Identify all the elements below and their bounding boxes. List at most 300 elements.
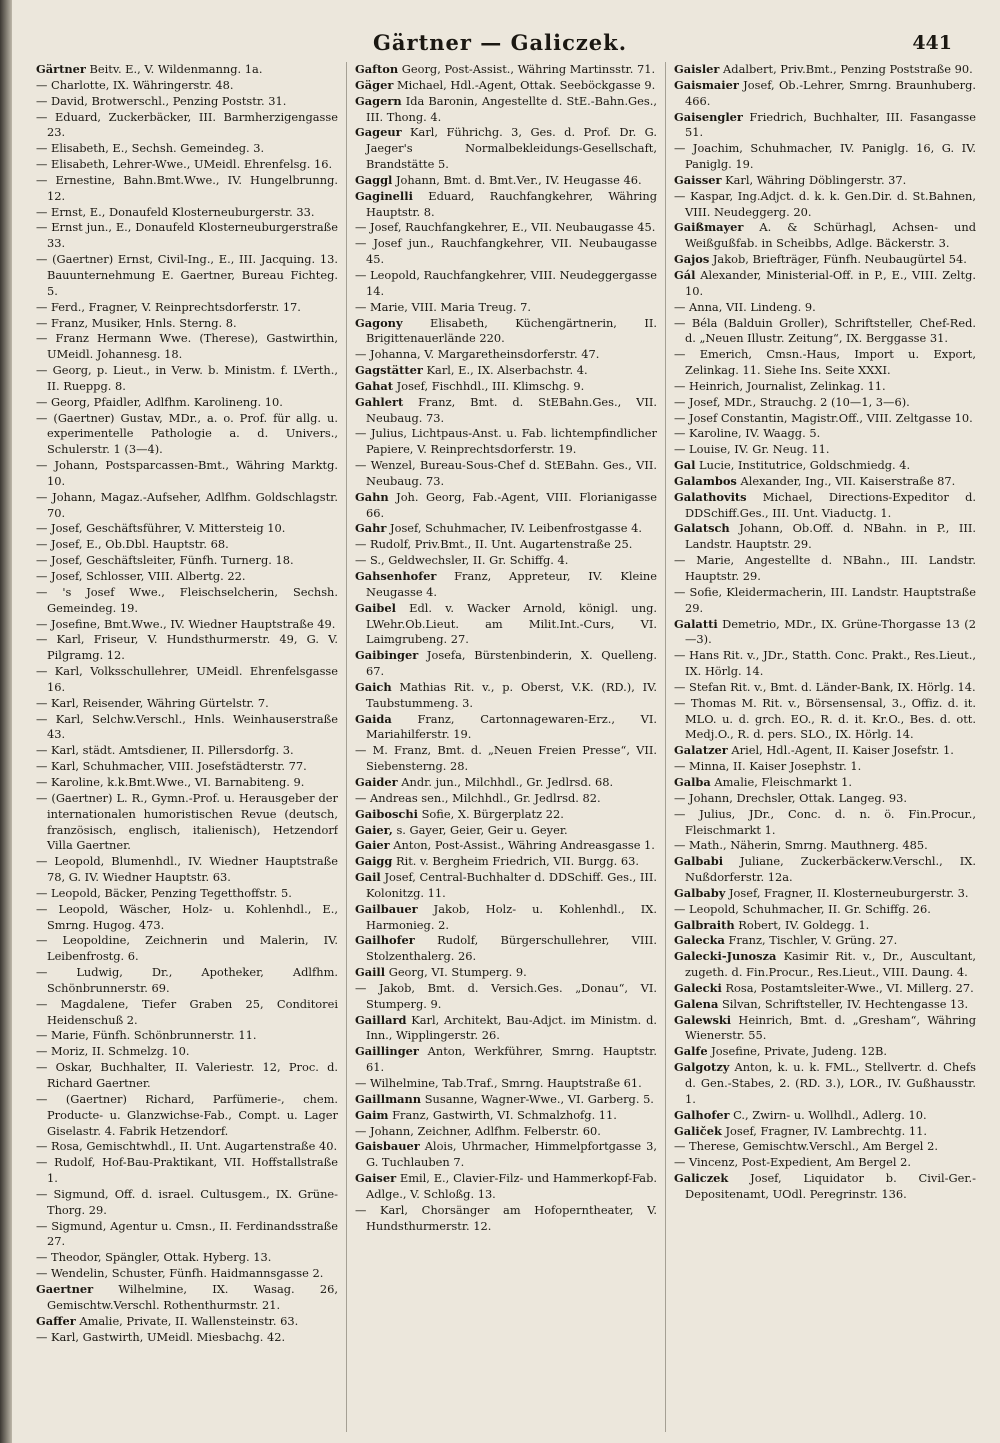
entry-surname: Gaisler: [674, 62, 720, 76]
entry-surname: Gaffer: [36, 1313, 76, 1328]
entry-surname: Gageur: [355, 125, 402, 140]
directory-entry: [674, 1139, 976, 1155]
directory-entry: [674, 902, 976, 918]
entry-details: Edl. v. Wacker Arnold, königl. ung. LWehr.Ob.Lieut. am Milit.Int.-Curs, VI. Laimgrubeng. 27.: [366, 600, 657, 647]
entry-details: — Josefine, Bmt.Wwe., IV. Wiedner Hauptstraße 49.: [36, 616, 336, 631]
directory-entry: [674, 918, 976, 934]
entry-surname: Gaida: [355, 711, 392, 726]
entry-surname: Galena: [674, 996, 719, 1011]
directory-entry: [36, 537, 338, 553]
entry-details: Rudolf, Bürgerschullehrer, VIII. Stolzenthalerg. 26.: [366, 933, 657, 964]
entry-details: Josef, Fragner, IV. Lambrechtg. 11.: [721, 1123, 928, 1138]
entry-surname: Gailhofer: [355, 933, 415, 948]
directory-entry: [36, 965, 338, 997]
directory-entry: [674, 189, 976, 221]
entry-surname: Galewski: [674, 1012, 732, 1027]
entry-details: Michael, Directions-Expeditor d. DDSchiff.Ges., III. Unt. Viaductg. 1.: [685, 489, 976, 520]
entry-details: Anton, Post-Assist., Währing Andreasgasse 1.: [389, 838, 655, 853]
entry-details: Amalie, Private, II. Wallensteinstr. 63.: [75, 1313, 299, 1328]
directory-entry: [674, 743, 976, 759]
entry-surname: Gal: [674, 458, 696, 473]
entry-details: — Joachim, Schuhmacher, IV. Paniglg. 16, G. IV. Paniglg. 19.: [674, 141, 976, 172]
entry-columns: [36, 62, 976, 1432]
entry-surname: Gail: [355, 870, 381, 885]
entry-details: Jakob, Briefträger, Fünfh. Neubaugürtel 54.: [709, 252, 967, 267]
directory-entry: [355, 300, 657, 316]
directory-entry: [355, 965, 657, 981]
directory-entry: [674, 696, 976, 744]
directory-entry: [355, 854, 657, 870]
directory-entry: [674, 521, 976, 553]
directory-entry: [355, 347, 657, 363]
entry-details: — David, Brotwerschl., Penzing Poststr. 31.: [36, 93, 287, 108]
entry-details: — Sigmund, Off. d. israel. Cultusgem., IX. Grüne-Thorg. 29.: [36, 1186, 338, 1217]
directory-entry: [355, 870, 657, 902]
entry-surname: Gaider: [355, 774, 398, 789]
entry-surname: Galgotzy: [674, 1060, 730, 1075]
entry-details: — Therese, Gemischtw.Verschl., Am Bergel 2.: [674, 1139, 938, 1154]
entry-details: — Karl, Chorsänger am Hofoperntheater, V. Hundsthurmerstr. 12.: [355, 1202, 657, 1233]
directory-entry: [36, 411, 338, 459]
entry-details: — Leopold, Bäcker, Penzing Tegetthoffstr. 5.: [36, 885, 292, 900]
directory-entry: [36, 997, 338, 1029]
directory-entry: [674, 648, 976, 680]
entry-surname: Gaill: [355, 965, 386, 980]
directory-entry: [355, 743, 657, 775]
directory-entry: [674, 553, 976, 585]
entry-details: Karl, E., IX. Alserbachstr. 4.: [422, 363, 588, 378]
directory-entry: [674, 1060, 976, 1108]
directory-entry: [355, 316, 657, 348]
entry-details: — Josef, MDr., Strauchg. 2 (10—1, 3—6).: [674, 394, 910, 409]
directory-entry: [36, 1060, 338, 1092]
entry-details: Josefine, Private, Judeng. 12B.: [707, 1044, 887, 1059]
directory-entry: [674, 316, 976, 348]
directory-entry: [36, 1155, 338, 1187]
entry-surname: Gaisser: [674, 172, 722, 187]
entry-details: — S., Geldwechsler, II. Gr. Schiffg. 4.: [355, 553, 569, 568]
entry-details: — (Gaertner) Gustav, MDr., a. o. Prof. für allg. u. experimentelle Pathologie a. d. Univers., Schulerstr. 1 (3—4).: [36, 410, 338, 457]
entry-details: Silvan, Schriftsteller, IV. Hechtengasse 13.: [718, 996, 969, 1011]
entry-details: — M. Franz, Bmt. d. „Neuen Freien Presse“, VII. Siebensterng. 28.: [355, 743, 657, 774]
entry-details: Joh. Georg, Fab.-Agent, VIII. Florianigasse 66.: [366, 489, 657, 520]
directory-entry: [36, 458, 338, 490]
entry-details: Alexander, Ministerial-Off. in P., E., VIII. Zeltg. 10.: [685, 267, 976, 298]
entry-details: Josef, Fragner, II. Klosterneuburgerstr. 3.: [725, 885, 969, 900]
entry-details: Alois, Uhrmacher, Himmelpfortgasse 3, G. Tuchlauben 7.: [366, 1139, 657, 1170]
directory-entry: [36, 1330, 338, 1346]
directory-entry: [355, 712, 657, 744]
entry-details: — Kaspar, Ing.Adjct. d. k. k. Gen.Dir. d. St.Bahnen, VIII. Neudeggerg. 20.: [674, 188, 976, 219]
entry-surname: Gaertner: [36, 1281, 94, 1296]
entry-details: — Eduard, Zuckerbäcker, III. Barmherzigengasse 23.: [36, 109, 338, 140]
directory-entry: [355, 379, 657, 395]
directory-entry: [355, 791, 657, 807]
entry-details: Eduard, Rauchfangkehrer, Währing Hauptstr. 8.: [366, 188, 657, 219]
entry-surname: Gál: [674, 267, 696, 282]
directory-entry: [355, 775, 657, 791]
entry-details: Wilhelmine, IX. Wasag. 26, Gemischtw.Verschl. Rothenthurmstr. 21.: [47, 1281, 338, 1312]
entry-surname: Gaillmann: [355, 1091, 422, 1106]
directory-entry: [36, 316, 338, 332]
directory-entry: [36, 1139, 338, 1155]
page-number: 441: [912, 32, 952, 54]
directory-entry: [355, 569, 657, 601]
page-title: Gärtner — Galiczek.: [372, 30, 628, 55]
entry-details: — Josef, E., Ob.Dbl. Hauptstr. 68.: [36, 537, 229, 552]
entry-surname: Galecka: [674, 933, 725, 948]
entry-details: — Josef, Schlosser, VIII. Albertg. 22.: [36, 569, 246, 583]
entry-details: Ida Baronin, Angestellte d. StE.-Bahn.Ges., III. Thong. 4.: [366, 93, 657, 124]
directory-entry: [355, 1139, 657, 1171]
directory-entry: [674, 791, 976, 807]
directory-entry: [36, 300, 338, 316]
entry-details: — (Gaertner) L. R., Gymn.-Prof. u. Herausgeber der internationalen humoristischen Revue (deutsch, französisch, englisch, italienisch), Hetzendorf Villa Gaertner.: [36, 790, 338, 853]
entry-surname: Gaigg: [355, 854, 393, 869]
entry-surname: Gaillard: [355, 1012, 407, 1027]
directory-entry: [355, 78, 657, 94]
entry-details: — Magdalene, Tiefer Graben 25, Conditorei Heidenschuß 2.: [36, 996, 338, 1027]
directory-entry: [36, 632, 338, 664]
entry-surname: Gahn: [355, 489, 389, 504]
directory-entry: [36, 220, 338, 252]
entry-surname: Galbraith: [674, 917, 735, 932]
directory-entry: [355, 173, 657, 189]
entry-details: — (Gaertner) Richard, Parfümerie-, chem. Producte- u. Glanzwichse-Fab., Compt. u. Lager Giselastr. 4. Fabrik Hetzendorf.: [36, 1091, 338, 1138]
entry-surname: Galatsch: [674, 521, 730, 536]
directory-entry: [355, 1171, 657, 1203]
entry-details: Michael, Hdl.-Agent, Ottak. Seeböckgasse 9.: [393, 77, 656, 92]
entry-details: — Emerich, Cmsn.-Haus, Import u. Export, Zelinkag. 11. Siehe Ins. Seite XXXI.: [674, 347, 976, 378]
column-divider: [665, 62, 666, 1432]
entry-details: — Karl, Selchw.Verschl., Hnls. Weinhauserstraße 43.: [36, 711, 338, 742]
directory-entry: [355, 1124, 657, 1140]
directory-entry: [355, 933, 657, 965]
entry-details: Jakob, Holz- u. Kohlenhdl., IX. Harmonieg. 2.: [366, 901, 657, 932]
directory-entry: [674, 775, 976, 791]
entry-details: — Georg, p. Lieut., in Verw. b. Ministm. f. LVerth., II. Rueppg. 8.: [36, 363, 338, 393]
entry-details: — (Gaertner) Ernst, Civil-Ing., E., III. Jacquing. 13. Bauunternehmung E. Gaertner, Bureau Fichteg. 5.: [36, 252, 338, 298]
directory-entry: [36, 1266, 338, 1282]
entry-surname: Galecki: [674, 980, 722, 995]
directory-entry: [674, 1013, 976, 1045]
directory-entry: [674, 1124, 976, 1140]
directory-entry: [355, 601, 657, 649]
directory-entry: [36, 62, 338, 78]
directory-entry: [674, 347, 976, 379]
entry-surname: Galecki-Junosza: [674, 949, 777, 964]
entry-details: Karl, Führichg. 3, Ges. d. Prof. Dr. G. Jaeger's Normalbekleidungs-Gesellschaft, Brandstätte 5.: [366, 125, 657, 172]
column-3: [674, 62, 976, 1432]
directory-entry: [36, 1044, 338, 1060]
directory-entry: [674, 1155, 976, 1171]
directory-entry: [36, 331, 338, 363]
entry-details: — Josef, Rauchfangkehrer, E., VII. Neubaugasse 45.: [355, 220, 656, 235]
directory-entry: [36, 157, 338, 173]
entry-details: — Wilhelmine, Tab.Traf., Smrng. Hauptstraße 61.: [355, 1076, 642, 1090]
entry-details: — Karl, städt. Amtsdiener, II. Pillersdorfg. 3.: [36, 743, 294, 758]
entry-details: Johann, Bmt. d. Bmt.Ver., IV. Heugasse 46.: [392, 172, 642, 187]
entry-details: — Leopoldine, Zeichnerin und Malerin, IV. Leibenfrostg. 6.: [36, 933, 338, 964]
entry-details: Emil, E., Clavier-Filz- und Hammerkopf-Fab. Adlge., V. Schloßg. 13.: [366, 1171, 657, 1201]
directory-entry: [674, 617, 976, 649]
directory-entry: [674, 949, 976, 981]
directory-entry: [355, 125, 657, 173]
entry-details: s. Gayer, Geier, Geir u. Geyer.: [392, 822, 568, 837]
directory-entry: [674, 300, 976, 316]
directory-entry: [674, 1171, 976, 1203]
entry-surname: Galatzer: [674, 743, 728, 758]
entry-details: Georg, Post-Assist., Währing Martinsstr. 71.: [398, 62, 656, 76]
entry-details: Franz, Appreteur, IV. Kleine Neugasse 4.: [366, 569, 657, 599]
entry-surname: Gaillinger: [355, 1044, 419, 1059]
entry-details: — 's Josef Wwe., Fleischselcherin, Sechsh. Gemeindeg. 19.: [36, 584, 338, 615]
directory-entry: [355, 807, 657, 823]
entry-details: — Leopold, Schuhmacher, II. Gr. Schiffg. 26.: [674, 901, 931, 916]
directory-entry: [674, 442, 976, 458]
entry-details: — Josef Constantin, Magistr.Off., VIII. Zeltgasse 10.: [674, 410, 973, 425]
entry-details: — Karl, Volksschullehrer, UMeidl. Ehrenfelsgasse 16.: [36, 664, 338, 694]
column-1: [36, 62, 338, 1432]
directory-entry: [674, 379, 976, 395]
entry-details: — Rosa, Gemischtwhdl., II. Unt. Augartenstraße 40.: [36, 1139, 338, 1154]
directory-entry: [36, 933, 338, 965]
directory-entry: [674, 838, 976, 854]
directory-entry: [355, 838, 657, 854]
entry-details: — Theodor, Spängler, Ottak. Hyberg. 13.: [36, 1250, 272, 1265]
entry-surname: Gaiboschi: [355, 806, 418, 821]
entry-details: — Ernst, E., Donaufeld Klosterneuburgerstr. 33.: [36, 204, 315, 219]
directory-entry: [355, 680, 657, 712]
entry-details: — Rudolf, Priv.Bmt., II. Unt. Augartenstraße 25.: [355, 537, 633, 552]
entry-surname: Gahsenhofer: [355, 569, 437, 583]
entry-details: Juliane, Zuckerbäckerw.Verschl., IX. Nußdorferstr. 12a.: [685, 854, 976, 885]
entry-surname: Gajos: [674, 252, 710, 267]
entry-details: — Sigmund, Agentur u. Cmsn., II. Ferdinandsstraße 27.: [36, 1218, 338, 1249]
directory-entry: [355, 1044, 657, 1076]
directory-entry: [355, 268, 657, 300]
directory-entry: [355, 537, 657, 553]
entry-details: Karl, Architekt, Bau-Adjct. im Ministm. d. Inn., Wipplingerstr. 26.: [366, 1012, 657, 1043]
entry-details: Josef, Ob.-Lehrer, Smrng. Braunhuberg. 466.: [685, 77, 976, 108]
entry-surname: Gaibel: [355, 600, 396, 615]
directory-entry: [36, 1314, 338, 1330]
entry-details: — Hans Rit. v., JDr., Statth. Conc. Prakt., Res.Lieut., IX. Hörlg. 14.: [674, 648, 976, 679]
directory-entry: [36, 490, 338, 522]
entry-details: — Wenzel, Bureau-Sous-Chef d. StEBahn. Ges., VII. Neubaug. 73.: [355, 458, 657, 488]
entry-details: Georg, VI. Stumperg. 9.: [385, 965, 527, 980]
entry-surname: Gaier,: [355, 822, 393, 837]
entry-details: — Josef, Geschäftsführer, V. Mittersteig 10.: [36, 521, 286, 536]
entry-details: Josef, Schuhmacher, IV. Leibenfrostgasse 4.: [386, 521, 642, 536]
entry-details: — Marie, Fünfh. Schönbrunnerstr. 11.: [36, 1028, 257, 1043]
directory-entry: [36, 1282, 338, 1314]
entry-surname: Gaismaier: [674, 77, 739, 92]
directory-entry: [36, 664, 338, 696]
entry-surname: Gäger: [355, 77, 394, 92]
entry-details: — Rudolf, Hof-Bau-Praktikant, VII. Hoffstallstraße 1.: [36, 1155, 338, 1186]
directory-entry: [36, 173, 338, 205]
entry-details: Ariel, Hdl.-Agent, II. Kaiser Josefstr. 1.: [727, 743, 954, 758]
directory-entry: [674, 854, 976, 886]
entry-surname: Gagstätter: [355, 363, 423, 378]
directory-entry: [674, 173, 976, 189]
directory-entry: [674, 141, 976, 173]
entry-details: — Ernst jun., E., Donaufeld Klosterneuburgerstraße 33.: [36, 220, 338, 251]
entry-details: Josefa, Bürstenbinderin, X. Quelleng. 67.: [366, 648, 657, 679]
entry-details: A. & Schürhagl, Achsen- und Weißgußfab. in Scheibbs, Adlge. Bäckerstr. 3.: [685, 220, 976, 251]
entry-details: — Elisabeth, E., Sechsh. Gemeindeg. 3.: [36, 141, 265, 156]
directory-entry: [674, 220, 976, 252]
directory-entry: [674, 490, 976, 522]
entry-surname: Galiczek: [674, 1171, 729, 1186]
entry-details: — Stefan Rit. v., Bmt. d. Länder-Bank, IX. Hörlg. 14.: [674, 679, 976, 694]
entry-details: Franz, Gastwirth, VI. Schmalzhofg. 11.: [388, 1107, 617, 1122]
entry-details: — Anna, VII. Lindeng. 9.: [674, 299, 816, 314]
directory-entry: [674, 474, 976, 490]
directory-entry: [674, 759, 976, 775]
entry-surname: Galba: [674, 774, 711, 789]
directory-entry: [36, 902, 338, 934]
entry-details: Mathias Rit. v., p. Oberst, V.K. (RD.), IV. Taubstummeng. 3.: [366, 679, 657, 710]
entry-surname: Gafton: [355, 62, 399, 76]
entry-surname: Galatti: [674, 616, 718, 631]
entry-surname: Gaibinger: [355, 648, 419, 663]
entry-surname: Gaißmayer: [674, 220, 744, 235]
entry-details: — Franz, Musiker, Hnls. Sterng. 8.: [36, 315, 237, 330]
directory-entry: [36, 617, 338, 633]
entry-details: — Johann, Drechsler, Ottak. Langeg. 93.: [674, 790, 907, 805]
directory-entry: [674, 268, 976, 300]
entry-details: — Karl, Schuhmacher, VIII. Josefstädterstr. 77.: [36, 759, 307, 774]
entry-details: — Josef, Geschäftsleiter, Fünfh. Turnerg. 18.: [36, 553, 294, 568]
directory-entry: [36, 395, 338, 411]
directory-entry: [355, 1108, 657, 1124]
entry-details: Rosa, Postamtsleiter-Wwe., VI. Millerg. 27.: [721, 980, 974, 995]
directory-entry: [355, 1013, 657, 1045]
directory-entry: [355, 521, 657, 537]
entry-details: — Johann, Magaz.-Aufseher, Adlfhm. Goldschlagstr. 70.: [36, 489, 338, 520]
directory-entry: [355, 981, 657, 1013]
entry-surname: Gahat: [355, 378, 394, 393]
directory-entry: [674, 78, 976, 110]
entry-surname: Gaiser: [355, 1171, 397, 1186]
entry-details: — Leopold, Wäscher, Holz- u. Kohlenhdl., E., Smrng. Hugog. 473.: [36, 901, 338, 932]
entry-surname: Gahr: [355, 521, 387, 536]
entry-details: Sofie, X. Bürgerplatz 22.: [417, 806, 564, 821]
directory-entry: [674, 110, 976, 142]
directory-entry: [674, 680, 976, 696]
directory-entry: [36, 1092, 338, 1140]
directory-entry: [674, 1108, 976, 1124]
entry-details: Anton, Werkführer, Smrng. Hauptstr. 61.: [366, 1044, 657, 1075]
directory-entry: [36, 1219, 338, 1251]
directory-entry: [36, 521, 338, 537]
entry-details: Anton, k. u. k. FML., Stellvertr. d. Chefs d. Gen.-Stabes, 2. (RD. 3.), LOR., IV. Gußhausstr. 1.: [685, 1060, 976, 1106]
directory-entry: [355, 62, 657, 78]
entry-details: — Louise, IV. Gr. Neug. 11.: [674, 442, 830, 457]
entry-details: Karl, Währing Döblingerstr. 37.: [721, 172, 907, 187]
entry-details: — Georg, Pfaidler, Adlfhm. Karolineng. 10.: [36, 394, 283, 409]
entry-details: Beitv. E., V. Wildenmanng. 1a.: [85, 62, 263, 76]
entry-details: — Johanna, V. Margaretheinsdorferstr. 47.: [355, 347, 600, 362]
entry-details: Demetrio, MDr., IX. Grüne-Thorgasse 13 (2—3).: [685, 616, 976, 647]
entry-surname: Gaginelli: [355, 188, 413, 203]
entry-details: — Ernestine, Bahn.Bmt.Wwe., IV. Hungelbrunng. 12.: [36, 172, 338, 203]
directory-entry: [36, 759, 338, 775]
directory-entry: [674, 458, 976, 474]
directory-entry: [355, 1203, 657, 1235]
directory-entry: [36, 363, 338, 395]
directory-entry: [674, 933, 976, 949]
entry-details: Johann, Ob.Off. d. NBahn. in P., III. Landstr. Hauptstr. 29.: [685, 521, 976, 552]
directory-entry: [36, 1250, 338, 1266]
entry-surname: Gailbauer: [355, 901, 418, 916]
entry-details: Kasimir Rit. v., Dr., Auscultant, zugeth. d. Fin.Procur., Res.Lieut., VIII. Daung. 4.: [685, 949, 976, 980]
entry-details: — Ferd., Fragner, V. Reinprechtsdorferstr. 17.: [36, 299, 301, 314]
entry-details: — Moriz, II. Schmelzg. 10.: [36, 1044, 190, 1059]
entry-details: Friedrich, Buchhalter, III. Fasangasse 51.: [685, 109, 976, 140]
directory-entry: [355, 236, 657, 268]
column-divider: [346, 62, 347, 1432]
entry-surname: Gaich: [355, 679, 392, 694]
directory-entry: [674, 426, 976, 442]
entry-details: — Marie, VIII. Maria Treug. 7.: [355, 299, 531, 314]
directory-entry: [355, 189, 657, 221]
entry-details: — Ludwig, Dr., Apotheker, Adlfhm. Schönbrunnerstr. 69.: [36, 965, 338, 995]
entry-details: — Andreas sen., Milchhdl., Gr. Jedlrsd. 82.: [355, 790, 601, 805]
directory-entry: [36, 696, 338, 712]
entry-surname: Galbabi: [674, 854, 724, 869]
directory-entry: [355, 490, 657, 522]
entry-details: Franz, Bmt. d. StEBahn.Ges., VII. Neubaug. 73.: [366, 394, 657, 425]
entry-details: Susanne, Wagner-Wwe., VI. Garberg. 5.: [421, 1091, 654, 1106]
directory-entry: [355, 458, 657, 490]
column-2: [355, 62, 657, 1432]
directory-entry: [36, 585, 338, 617]
entry-surname: Gaggl: [355, 172, 393, 187]
directory-entry: [355, 1076, 657, 1092]
directory-entry: [36, 1028, 338, 1044]
directory-entry: [36, 743, 338, 759]
entry-details: Adalbert, Priv.Bmt., Penzing Poststraße 90.: [719, 62, 973, 76]
entry-details: — Karl, Reisender, Währing Gürtelstr. 7.: [36, 695, 269, 710]
entry-details: — Thomas M. Rit. v., Börsensensal, 3., Offiz. d. it. MLO. u. d. grch. EO., R. d. it. Kr.O., Bes. d. ott. Medj.O., R. d. pers. SLO., IX. Hörlg. 14.: [674, 695, 976, 742]
entry-details: Robert, IV. Goldegg. 1.: [734, 917, 870, 932]
directory-entry: [36, 886, 338, 902]
entry-surname: Gagony: [355, 315, 403, 330]
directory-entry: [355, 363, 657, 379]
entry-details: — Elisabeth, Lehrer-Wwe., UMeidl. Ehrenfelsg. 16.: [36, 157, 333, 172]
directory-entry: [36, 1187, 338, 1219]
directory-entry: [36, 712, 338, 744]
entry-surname: Gaim: [355, 1107, 389, 1122]
entry-details: — Minna, II. Kaiser Josephstr. 1.: [674, 759, 862, 774]
entry-details: Franz, Tischler, V. Grüng. 27.: [724, 933, 898, 948]
entry-details: — Karoline, k.k.Bmt.Wwe., VI. Barnabiteng. 9.: [36, 774, 305, 789]
entry-details: Alexander, Ing., VII. Kaiserstraße 87.: [736, 473, 956, 488]
entry-surname: Galathovits: [674, 489, 747, 504]
entry-details: — Béla (Balduin Groller), Schriftsteller, Chef-Red. d. „Neuen Illustr. Zeitung“, IX. Berggasse 31.: [674, 315, 976, 346]
directory-entry: [674, 886, 976, 902]
directory-entry: [36, 141, 338, 157]
entry-surname: Gagern: [355, 93, 402, 108]
entry-surname: Galbaby: [674, 885, 726, 900]
directory-entry: [674, 1044, 976, 1060]
entry-surname: Galiček: [674, 1123, 722, 1138]
entry-details: — Charlotte, IX. Währingerstr. 48.: [36, 77, 234, 92]
entry-details: — Johann, Postsparcassen-Bmt., Währing Marktg. 10.: [36, 458, 338, 488]
